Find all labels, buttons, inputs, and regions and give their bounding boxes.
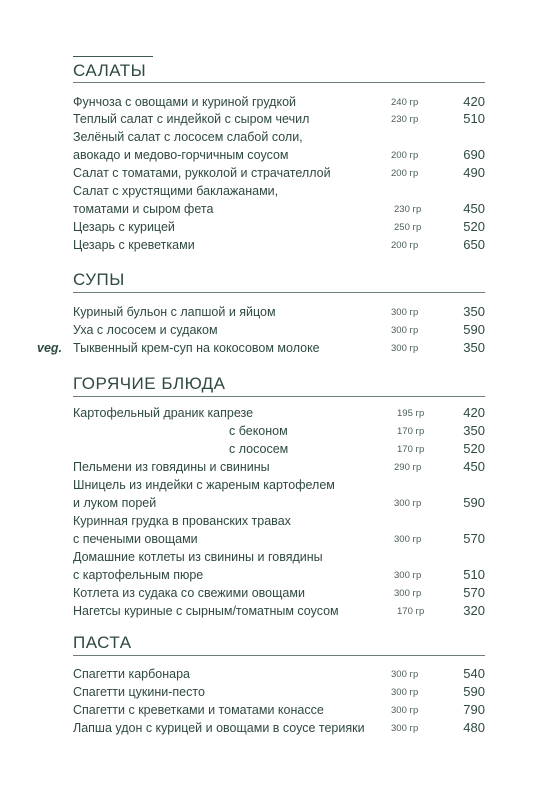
item-weight: 300 гр: [391, 325, 419, 336]
item-price: 320: [463, 603, 485, 618]
section-title: СУПЫ: [73, 270, 125, 289]
item-weight: 240 гр: [391, 97, 419, 108]
item-weight: 200 гр: [391, 150, 419, 161]
item-weight: 300 гр: [391, 343, 419, 354]
item-weight: 300 гр: [394, 498, 422, 509]
item-weight: 230 гр: [391, 114, 419, 125]
section-title: САЛАТЫ: [73, 61, 147, 80]
item-name: с картофельным пюре: [73, 568, 204, 582]
item-name: Спагетти карбонара: [73, 667, 190, 681]
item-name: томатами и сыром фета: [73, 202, 214, 216]
item-name: Уха с лососем и судаком: [73, 323, 218, 337]
item-name: Салат с томатами, рукколой и страчателлой: [73, 166, 331, 180]
item-weight: 300 гр: [391, 687, 419, 698]
item-price: 350: [463, 304, 485, 319]
item-price: 540: [463, 666, 485, 681]
menu-item: [73, 512, 485, 530]
item-price: 480: [463, 720, 485, 735]
item-price: 650: [463, 237, 485, 252]
item-weight: 300 гр: [391, 307, 419, 318]
item-price: 510: [463, 111, 485, 126]
divider: [73, 655, 485, 656]
menu-item: [73, 321, 485, 339]
item-price: 590: [463, 322, 485, 337]
item-weight: 195 гр: [397, 408, 425, 419]
item-weight: 170 гр: [397, 426, 425, 437]
item-weight: 170 гр: [397, 444, 425, 455]
item-name: Пельмени из говядины и свинины: [73, 460, 270, 474]
item-name: Теплый салат с индейкой с сыром чечил: [73, 112, 310, 126]
item-name: Спагетти цукини-песто: [73, 685, 205, 699]
item-name: Спагетти с креветками и томатами конассе: [73, 703, 324, 717]
item-weight: 200 гр: [391, 168, 419, 179]
item-weight: 250 гр: [394, 222, 422, 233]
item-price: 520: [463, 219, 485, 234]
menu-item: [73, 566, 485, 584]
item-name: Картофельный драник капрезе: [73, 406, 254, 420]
item-weight: 300 гр: [391, 705, 419, 716]
menu-item: [73, 701, 485, 719]
menu-item: [73, 719, 485, 737]
menu-item: [73, 218, 485, 236]
item-price: 420: [463, 405, 485, 420]
menu-item: [73, 458, 485, 476]
menu-item: [73, 665, 485, 683]
menu-item: [73, 164, 485, 182]
item-weight: 170 гр: [397, 606, 425, 617]
decorative-line: [73, 56, 153, 57]
item-name: Куриный бульон с лапшой и яйцом: [73, 305, 276, 319]
item-price: 570: [463, 585, 485, 600]
item-name: Котлета из судака со свежими овощами: [73, 586, 305, 600]
veg-tag: veg.: [37, 341, 63, 355]
menu-item: [73, 476, 485, 494]
menu-item: [73, 200, 485, 218]
item-price: 450: [463, 201, 485, 216]
divider: [73, 396, 485, 397]
item-weight: 300 гр: [394, 534, 422, 545]
menu-item: [73, 303, 485, 321]
menu-item: [73, 182, 485, 200]
menu-item: [73, 110, 485, 128]
menu-item: [37, 339, 485, 357]
menu-item: [73, 422, 485, 440]
item-price: 490: [463, 165, 485, 180]
item-price: 690: [463, 147, 485, 162]
menu-item: [73, 93, 485, 111]
item-price: 570: [463, 531, 485, 546]
item-name: Цезарь с креветками: [73, 238, 195, 252]
item-name: Шницель из индейки с жареным картофелем: [73, 478, 335, 492]
item-price: 590: [463, 495, 485, 510]
menu-item: [73, 683, 485, 701]
item-name: Тыквенный крем-суп на кокосовом молоке: [73, 341, 320, 355]
menu-item: [73, 584, 485, 602]
item-weight: 300 гр: [394, 588, 422, 599]
item-name: авокадо и медово-горчичным соусом: [73, 148, 289, 162]
menu-item: [73, 236, 485, 254]
item-price: 350: [463, 423, 485, 438]
item-name: с беконом: [229, 424, 288, 438]
item-name: с лососем: [229, 442, 289, 456]
item-price: 510: [463, 567, 485, 582]
menu-item: [73, 602, 485, 620]
item-name: Куринная грудка в прованских травах: [73, 514, 291, 528]
item-weight: 200 гр: [391, 240, 419, 251]
section-title: ГОРЯЧИЕ БЛЮДА: [73, 374, 226, 393]
item-name: Нагетсы куриные с сырным/томатным соусом: [73, 604, 339, 618]
item-name: Зелёный салат с лососем слабой соли,: [73, 130, 303, 144]
item-name: с печеными овощами: [73, 532, 198, 546]
item-price: 590: [463, 684, 485, 699]
item-name: Цезарь с курицей: [73, 220, 175, 234]
item-name: Фунчоза с овощами и куриной грудкой: [73, 95, 297, 109]
item-name: и луком порей: [73, 496, 157, 510]
item-price: 790: [463, 702, 485, 717]
menu-item: [73, 530, 485, 548]
divider: [73, 292, 485, 293]
item-name: Лапша удон с курицей и овощами в соусе терияки: [73, 721, 365, 735]
menu-item: [73, 128, 485, 146]
item-price: 450: [463, 459, 485, 474]
item-weight: 300 гр: [391, 723, 419, 734]
divider: [73, 82, 485, 83]
menu-item: [73, 404, 485, 422]
item-weight: 290 гр: [394, 462, 422, 473]
menu-item: [73, 440, 485, 458]
item-name: Салат с хрустящими баклажанами,: [73, 184, 279, 198]
section-title: ПАСТА: [73, 633, 132, 652]
item-price: 420: [463, 94, 485, 109]
item-weight: 300 гр: [391, 669, 419, 680]
menu-item: [73, 548, 485, 566]
item-weight: 230 гр: [394, 204, 422, 215]
item-price: 350: [463, 340, 485, 355]
item-name: Домашние котлеты из свинины и говядины: [73, 550, 323, 564]
item-weight: 300 гр: [394, 570, 422, 581]
menu-item: [73, 146, 485, 164]
item-price: 520: [463, 441, 485, 456]
menu-item: [73, 494, 485, 512]
